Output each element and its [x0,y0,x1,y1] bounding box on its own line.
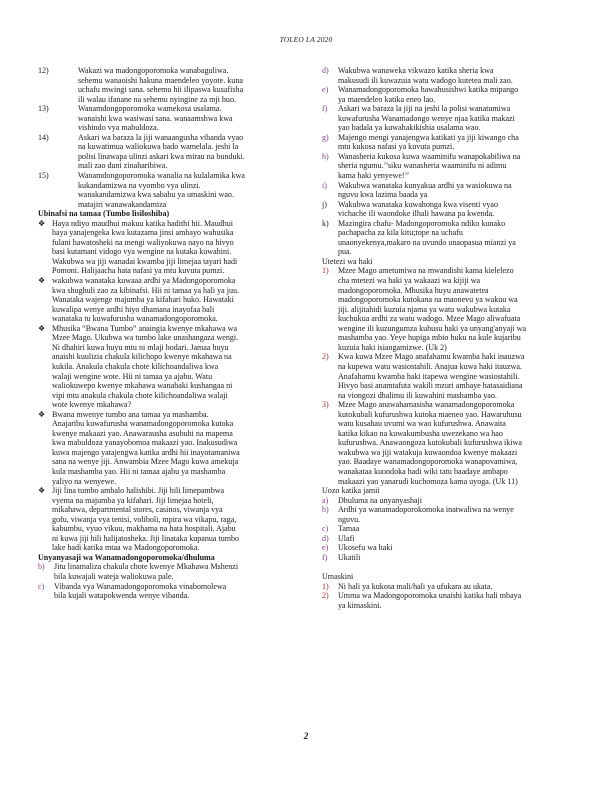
text-line: na kuwatimua waliokuwa bado wamelala. jeshi la [78,142,239,152]
text-line: na viongozi dhalimu ili kuwahini mashamba yao. [338,390,497,400]
bullet-text [52,324,300,410]
bullet-item [38,486,300,553]
text-line: Jitu linamaliza chakula chote kwenye Mkahawa Mshenzi [54,562,239,572]
item-text [78,104,300,133]
text-line: sehemu wanaoishi hakuna maendeleo yoyote. kuna [78,75,243,85]
text-line: kwa shughuli zao za kibinafsi. Hii ni tamaa ya hali ya juu. [52,285,240,295]
text-line: ni kuwa jiji hili halijatosheka. Jiji linataka kupanua tumbo [52,533,240,543]
text-line: Haya ndiyo maudhui makuu katika hadithi hii. Maudhui [52,218,234,228]
item-number: 3) [322,400,329,410]
text-line: kuwafurusha Wanamadongo wenye njaa katika makazi [338,113,515,123]
item-label: f) [322,104,328,114]
text-line: Umma wa Madongoporomoka unaishi katika hali mbaya [338,591,522,601]
item-text [338,104,584,133]
text-line: mtu kukosa nafasi ya kuvuta pumzi. [338,142,455,152]
text-line: yao. Baadaye wanamadongoporomoka wanapovamiwa, [338,457,518,467]
text-line: wakubwa wanataka kuwaaa ardhi ya Madongoporomoka [52,276,236,286]
item-text: Ulafi [338,533,355,543]
item-text [338,266,584,352]
text-line: cha mtetezi wa haki ya wakaazi wa kijiji wa [338,276,481,286]
text-line: ya maendeleo katika eneo lao. [338,94,436,104]
section-heading: Ubinafsi na tamaa (Tumbo lisiloshiba) [38,209,170,219]
text-line: yao badala ya kuwahakikishia usalama wao. [338,123,481,133]
bullet-item [38,324,300,410]
numbered-item [322,582,584,592]
lettered-item [322,104,584,133]
text-line: Pomoni. Halijaacha hata nafasi ya mtu kuvuta pumzi. [52,266,225,276]
bullet-text [52,486,300,553]
text-line: Askari wa baraza la jiji na jeshi la polisi wanatumiwa [338,104,511,114]
lettered-item [322,534,584,544]
text-line: makaazi yao yanarudi kuchomoza kama uyoga. (Uk 11) [338,476,518,486]
item-number: 1) [322,266,329,276]
item-text [338,85,584,104]
text-line: kama haki yenyewe!’’ [338,171,410,181]
bullet-item [38,219,300,276]
text-line: Bwana mwenye tumbo ana tamaa ya mashamba. [52,409,209,419]
item-text [54,562,300,581]
item-text [54,582,300,601]
item-label: i) [322,180,327,190]
diamond-bullet-icon: ❖ [38,409,46,419]
text-line: kabumbu, vyuo vikuu, makhama na hata hospitali. Ajabu [52,524,236,534]
item-text [338,200,584,219]
lettered-item [322,219,584,257]
text-line: matajiri wanawakandamiza [78,199,167,209]
text-line: katika kikao na kuwakumbusha uwezekano wa hao [338,428,503,438]
text-line: kwenye makaazi yao. Anawarausha asubuhi na mapema [52,428,233,438]
text-line: pachapacha za kila kitu;tope na uchafu [338,228,463,238]
text-line: anaishi kuulizia chakula kilichopo kwenye mkahawa na [52,352,232,362]
item-text [338,181,584,200]
item-label: c) [38,581,45,591]
text-line: wanakandamizwa kwa sababu ya umaskini wao. [78,190,234,200]
right-column [322,66,584,610]
item-label: b) [38,562,45,572]
item-label: e) [322,543,329,553]
item-number: 15) [38,171,49,181]
text-line: vyema na majumba ya kifahari. Jiji limejaa hoteli, [52,495,214,505]
text-line: Ni hali ya kukosa mali/hali ya ufukara au ukata. [338,581,493,591]
text-line: Ni dhahiri kuwa huyu mtu ni mlaji hodari. Jamaa huyu [52,342,229,352]
bullet-item [38,276,300,324]
text-line: na kupewa watu wasiostahili. Anajua kuwa haki itauzwa. [338,361,522,371]
text-line: makusudi ili kuwazuia watu wadogo kutetea mali zao. [338,75,513,85]
lettered-item [322,553,584,563]
item-number: 13) [38,104,49,114]
text-line: wanakataa kuondoka hadi wiki tatu baadaye ambapo [338,466,508,476]
text-line: kula mashamba yao. Hii ni tamaa ajabu ya mashamba [52,466,226,476]
item-text [78,133,300,171]
text-line: vishindo vya mabuldoza. [78,123,159,133]
text-line: Mazingira chafu- Madongoporomoka ndiko kunako [338,218,506,228]
text-line: kuzuia haki isiangamizwe. (Uk 2) [338,342,447,352]
lettered-item-continuation [322,515,584,525]
item-text [338,133,584,152]
numbered-item [322,400,584,486]
numbered-item [38,66,300,104]
section-heading: Utetezi wa haki [322,256,373,266]
text-line: Anajaribu kuwafurusha wanamadongoporomoka kutoka [52,419,234,429]
text-line: Wakubwa wa jiji wanadai kwamba jiji limejaa tayari hadi [52,256,238,266]
text-line: lake hadi katika mtaa wa Madongoporomoka. [52,543,200,553]
text-line: fulani hawatosheki na mengi waliyokuwa nayo na hivyo [52,237,234,247]
item-label: k) [322,218,329,228]
section-heading: Unyanyasaji wa Wanamadongoporomoka/dhuluma [38,552,215,562]
text-line: Wanamadongoporomoka hawahusishwi katika mipango [338,85,519,95]
text-line: kuwa majengo yatajengwa katika ardhi hii inayotamaniwa [52,447,240,457]
lettered-item [322,152,584,181]
text-line: jiji. alijitahidi kuzuia njama ya watu wakubwa kutaka [338,304,511,314]
lettered-item [322,66,584,85]
section-heading: Uozo katika jamii [322,486,380,496]
item-text: Dhuluma na unyanyashaji [338,495,423,505]
text-line: Wanataka wajenge majumba ya kifahari huko. Hawataki [52,295,234,305]
item-text: nguvu. [338,514,361,524]
text-line: Wakubwa wanataka kunyakua ardhi ya wasiokuwa na [338,180,512,190]
text-line: ya kimaskini. [338,600,382,610]
text-line: kukandamizwa na vyombo vya ulinzi. [78,180,201,190]
text-line: bila kujali watapokwenda wenye vibanda. [54,591,190,601]
section-heading: Umaskini [322,571,354,581]
text-line: Mhusika “Bwana Tumbo” anaingia kwenye mkahawa wa [52,323,238,333]
text-line: walaji wengine wote. Hii ni tamaa ya ajabu. Watu [52,371,213,381]
item-label: d) [322,533,329,543]
text-line: wengine ili kuzungumza kuhusu haki ya unyang'anyaji wa [338,323,527,333]
bullet-text [52,276,300,324]
text-line: mikahawa, departmental stores, casinos, viwanja vya [52,505,223,515]
text-line: pua. [338,247,352,257]
diamond-bullet-icon: ❖ [38,323,46,333]
text-line: Wanasheria kukosa kuwa waaminifu wanapokabiliwa na [338,151,521,161]
numbered-item [322,591,584,610]
text-line: Askari wa baraza la jiji wanaangusha vibanda vyao [78,132,244,142]
diamond-bullet-icon: ❖ [38,276,46,286]
item-text [78,66,300,104]
lettered-item [38,562,300,581]
text-line: nguvu kwa lazima baada ya [338,190,428,200]
text-line: Jiji lina tumbo ambalo halishibi. Jiji hili limepambwa [52,486,225,496]
text-line: polisi linawapa ulinzi askari kwa mirau na bunduki. [78,151,245,161]
item-text [338,66,584,85]
item-number: 2) [322,352,329,362]
text-line: haya yanajengeka kwa kutazama jinsi ambayo wahusika [52,228,234,238]
text-line: unaonyekenya,makaro na uvundo unaopasua mianzi ya [338,237,516,247]
text-line: Mzee Mago anawahamasisha wanamadongoporomoka [338,400,515,410]
text-line: wanataka tu kuwafurusha wanamadongoporomoka. [52,314,218,324]
text-line: sheria ngumu.’’siku wanasheria waaminifu ni adimu [338,161,507,171]
diamond-bullet-icon: ❖ [38,486,46,496]
text-line: Wanamdongoporomoka wanalia na kulalamika kwa [78,171,245,181]
page-number: 2 [303,731,309,741]
text-line: bila kuwajali wateja waliokuwa pale. [54,571,174,581]
text-line: vichache ili waondoke ilhali hawana pa kwenda. [338,209,495,219]
text-line: uchafu mwingi sana. sehemu hii ilipaswa kusafisha [78,85,244,95]
bullet-text [52,410,300,486]
item-label: j) [322,199,327,209]
text-line: Kwa kuwa Mzee Mago anafahamu kwamba haki inauzwa [338,352,525,362]
item-label: c) [322,524,329,534]
text-line: Mzee Mago ametumiwa na mwandishi kama kielelezo [338,266,514,276]
text-line: ili walau ifanane na sehemu nyingine za mji huo. [78,94,236,104]
running-header: TOLEO LA 2020 [279,35,333,44]
diamond-bullet-icon: ❖ [38,218,46,228]
item-text [78,171,300,209]
item-text [338,400,584,486]
item-label: e) [322,85,329,95]
text-line: kufurushwa. Anawaongoza kutokubali kufurushwa ikiwa [338,438,522,448]
text-line: wakubwa wa jiji watakuja kuwaondoa kwenye makaazi [338,447,518,457]
text-line: mali zao duni zinaharibiwa. [78,161,168,171]
item-number: 12) [38,66,49,75]
item-label: h) [322,151,329,161]
item-number: 2) [322,591,329,601]
text-line: wote kwenye mkahawa? [52,400,132,410]
numbered-item [38,104,300,133]
lettered-item [38,582,300,601]
text-line: mashamba yao. Yeye hupiga mbio huku na kule kujaribu [338,333,521,343]
left-column [38,66,300,601]
item-text [338,152,584,181]
numbered-item [322,266,584,352]
numbered-item [322,352,584,400]
text-line: Wakubwa wanaweka vikwazo katika sheria kwa [338,66,494,75]
text-line: Wakubwa wanataka kuwahonga kwa visenti vyao [338,199,499,209]
item-text [338,582,584,592]
lettered-item [322,200,584,219]
text-line: madongoporomoka. Mhusika huyu anawatetea [338,285,489,295]
item-label: a) [322,495,329,505]
numbered-item [38,133,300,171]
lettered-item [322,543,584,553]
text-line: basi kutamani vidogo vya wengine na kutaka kuwahini. [52,247,232,257]
text-line: kuchukua ardhi za watu wadogo. Mzee Mago aliwafuata [338,314,521,324]
text-line: watu kusahau uvumi wa wao kufurushwa. Anawaita [338,419,506,429]
numbered-item [38,171,300,209]
text-line: vipi mtu anakula chakula chote kilichoandaliwa walaji [52,390,228,400]
item-label: g) [322,132,329,142]
lettered-item [322,496,584,506]
text-line: madongoporomoka kutokana na maonevu ya wakuu wa [338,295,518,305]
item-number: 1) [322,581,329,591]
item-text [338,352,584,400]
item-label: b) [322,505,329,515]
item-text [338,219,584,257]
text-line: wanaishi kwa wasiwasi sana. wanaamshwa kwa [78,113,233,123]
text-line: Anafahamu kwamba haki itapewa wengine wasiostahili. [338,371,520,381]
item-text: Ukosefu wa haki [338,543,393,553]
lettered-item [322,505,584,515]
item-label: d) [322,66,329,75]
text-line: Wanamdongoporomoka wamekosa usalama. [78,104,222,114]
lettered-item [322,133,584,152]
item-label: f) [322,552,328,562]
text-line: kwa mabuldoza yanayobomoa makaazi yao. Inakusudiwa [52,438,238,448]
lettered-item [322,524,584,534]
text-line: Mzee Mago. Ukubwa wa tumbo lake unashangaza wengi. [52,333,239,343]
bullet-text [52,219,300,276]
item-number: 14) [38,132,49,142]
text-line: gofu, viwanja vya tenisi, voliboli, mpira wa vikapu, raga, [52,514,237,524]
text-line: kukila. Anakula chakula chote kilichoandaliwa kwa [52,361,219,371]
text-line: waliokuwepo kwenye mkahawa wanabaki kushangaa ni [52,381,233,391]
text-line: Majengo mengi yanajengwa katikati ya jiji kiwango cha [338,132,519,142]
item-label [322,515,338,525]
text-line: yaliyo na wenyewe. [52,476,117,486]
spacer [322,562,584,572]
text-line: Vibanda vya Wanamadongoporomoka vinabomolewa [54,581,227,591]
lettered-item [322,85,584,104]
lettered-item [322,181,584,200]
item-text [338,591,584,610]
bullet-item [38,410,300,486]
item-text: Ukatili [338,552,361,562]
text-line: Wakazi wa madongoporomoka wanabaguliwa. [78,66,229,75]
text-line: kuwalipa wenye ardhi hiyo dhamana inayofaa bali [52,304,215,314]
text-line: Hivyo basi anamtafuta wakili mzuri ambaye hatasaidiana [338,381,523,391]
text-line: sana na wenye jiji. Anwambia Mzee Mago kuwa amekuja [52,457,239,467]
item-text: Tamaa [338,524,360,534]
text-line: kutokubali kufurushwa kutoka maeneo yao. Hawaruhusu [338,409,522,419]
item-text: Ardhi ya wanamadoporokomoka inatwaliwa na wenye [338,505,514,515]
